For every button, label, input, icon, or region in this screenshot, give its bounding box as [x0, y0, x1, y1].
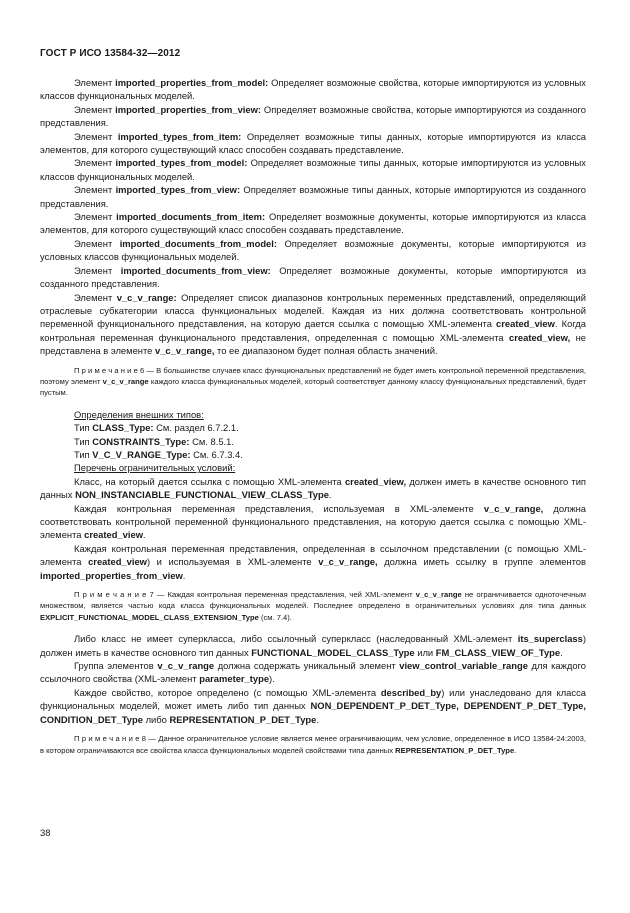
constraint-superclass: Либо класс не имеет суперкласса, либо ссылочный суперкласс (наследованный XML-элемент its_superclass) должен иметь в качестве основного тип данных FUNCTIONAL_MODEL_CLASS_Type или FM_CLASS_VIEW_OF_Type. [40, 633, 586, 658]
constraints-heading: Перечень ограничительных условий: [74, 462, 236, 474]
list-item: Тип CONSTRAINTS_Type: См. 8.5.1. [74, 435, 234, 447]
external-types-list [40, 408, 586, 475]
paragraph-imported-properties-from-view: Элемент imported_properties_from_view: Определяет возможные свойства, которые импортируются из созданного представления. [40, 103, 586, 129]
constraint-property-types: Каждое свойство, которое определено (с помощью XML-элемента described_by) или унаследовано для класса функциональных моделей, может иметь либо тип данных NON_DEPENDENT_P_DET_Type, DEPENDENT_P_DET_Type, CONDITION_DET_Type либо REPRESENTATION_P_DET_Type. [40, 686, 586, 725]
constraint-created-view-class: Класс, на который дается ссылка с помощью XML-элемента created_view, должен иметь в качестве основного тип данных NON_INSTANCIABLE_FUNCTIONAL_VIEW_CLASS_Type. [40, 475, 587, 501]
constraint-imported-properties-reference: Каждая контрольная переменная представления, определенная в ссылочном представлении (с помощью XML-элемента created_view) и используемая в XML-элементе v_c_v_range, должна иметь ссылку в группе элементов imported_properties_from_view. [40, 542, 586, 581]
constraint-v-c-v-range-correspondence: Каждая контрольная переменная представления, используемая в XML-элементе v_c_v_range, должна соответствовать контрольной переменной функционального представления, на которую дается ссылка с помощью XML-элемента created_view. [40, 502, 586, 541]
document-header: ГОСТ Р ИСО 13584-32—2012 [40, 48, 181, 59]
external-types-heading: Определения внешних типов: [74, 408, 204, 420]
paragraph-imported-documents-from-view: Элемент imported_documents_from_view: Определяет возможные документы, которые импортируются из созданного представления. [40, 264, 586, 290]
paragraph-imported-types-from-view: Элемент imported_types_from_view: Определяет возможные типы данных, которые импортируются из созданного представления. [40, 184, 586, 209]
list-item: Тип CLASS_Type: См. раздел 6.7.2.1. [74, 422, 239, 434]
page-number: 38 [40, 828, 51, 839]
paragraph-v-c-v-range: Элемент v_c_v_range: Определяет список диапазонов контрольных переменных представлений, определяющий отраслевые субкатегории класса функциональных моделей. Каждая из них должна соответствовать контрольной переменной функционального представления, на которую дается ссылка с помощью XML-элемента created_view. Когда контрольная переменная функционального представления, определенная с помощью XML-элемента created_view, не представлена в элементе v_c_v_range, то ее диапазоном будет полная область значений. [40, 291, 586, 357]
note-7: П р и м е ч а н и е 7 — Каждая контрольная переменная представления, чей XML-элемент v_c_v_range не ограничивается одноточечным множеством, является частью кода класса функциональных моделей. Последнее определено в ограничительных условиях для типа данных EXPLICIT_FUNCTIONAL_MODEL_CLASS_EXTENSION_Type (см. 7.4). [40, 590, 586, 622]
paragraph-imported-types-from-model: Элемент imported_types_from_model: Определяет возможные типы данных, которые импортируются из условных классов функциональных моделей. [40, 157, 586, 182]
note-6: П р и м е ч а н и е 6 — В большинстве случаев класс функциональных представлений не будет иметь контрольной переменной представления, поэтому элемент v_c_v_range каждого класса функциональных моделей, который соответствует данному классу функциональных представлений, будет пустым. [40, 365, 586, 398]
document-body [40, 76, 586, 765]
paragraph-imported-types-from-item: Элемент imported_types_from_item: Определяет возможные типы данных, которые импортируются из класса элементов, для которого существующий класс способен создавать представление. [40, 130, 586, 156]
paragraph-imported-documents-from-model: Элемент imported_documents_from_model: Определяет возможные документы, которые импортируются из условных классов функциональных моделей. [40, 237, 586, 263]
paragraph-imported-documents-from-item: Элемент imported_documents_from_item: Определяет возможные документы, которые импортируются из класса элементов, для которого существующий класс способен создавать представление. [40, 211, 586, 236]
list-item: Тип V_C_V_RANGE_Type: См. 6.7.3.4. [74, 448, 243, 460]
constraint-unique-range: Группа элементов v_c_v_range должна содержать уникальный элемент view_control_variable_range для каждого ссылочного свойства (XML-элемент parameter_type). [40, 660, 586, 685]
note-8: П р и м е ч а н и е 8 — Данное ограничительное условие является менее ограничивающим, чем условие, определенное в ИСО 13584-24:2003, в котором ограничиваются все свойства класса функциональных моделей свойствами типа данных REPRESENTATION_P_DET_Type. [40, 734, 586, 755]
paragraph-imported-properties-from-model: Элемент imported_properties_from_model: Определяет возможные свойства, которые импортируются из условных классов функциональных моделей. [40, 77, 586, 102]
